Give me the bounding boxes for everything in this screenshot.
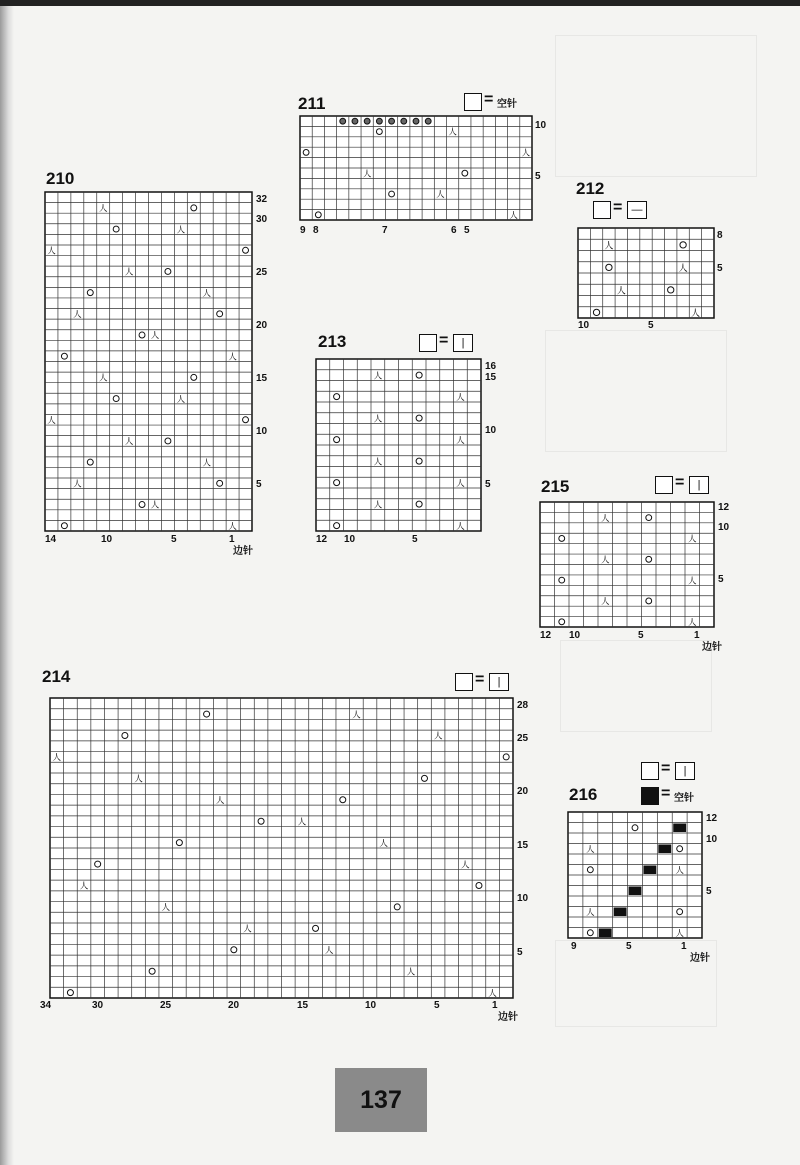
decrease-symbol: 人 xyxy=(509,209,518,220)
col-label: 7 xyxy=(382,225,388,236)
decrease-symbol: 人 xyxy=(488,988,497,999)
row-label: 8 xyxy=(717,230,723,241)
decrease-symbol: 人 xyxy=(616,286,626,297)
col-label: 30 xyxy=(92,1000,104,1011)
decrease-symbol: 人 xyxy=(456,392,465,403)
row-label: 20 xyxy=(517,786,529,797)
row-label: 12 xyxy=(718,502,730,513)
decrease-symbol: 人 xyxy=(150,330,160,341)
decrease-symbol: 人 xyxy=(202,457,211,468)
col-label: 1 xyxy=(229,534,235,545)
decrease-symbol: 人 xyxy=(73,309,82,320)
legend-symbol: | xyxy=(453,334,473,352)
decrease-symbol: 人 xyxy=(134,774,143,785)
decrease-symbol: 人 xyxy=(604,241,614,252)
edge-stitch-label: 边针 xyxy=(498,1012,518,1023)
decrease-symbol: 人 xyxy=(161,903,171,914)
decrease-symbol: 人 xyxy=(243,924,252,935)
legend-equals: = xyxy=(675,474,685,491)
legend-symbol: — xyxy=(627,201,647,219)
decrease-symbol: 人 xyxy=(373,500,383,511)
col-label: 10 xyxy=(578,320,590,331)
col-label: 25 xyxy=(160,1000,172,1011)
row-label: 25 xyxy=(256,267,268,278)
col-label: 5 xyxy=(171,534,177,545)
row-label: 5 xyxy=(485,479,491,490)
decrease-symbol: 人 xyxy=(324,946,334,956)
col-label: 5 xyxy=(648,320,654,331)
edge-stitch-label: 边针 xyxy=(690,953,710,964)
col-label: 8 xyxy=(313,225,319,236)
decrease-symbol: 人 xyxy=(406,967,416,978)
edge-stitch-label: 边针 xyxy=(233,546,253,557)
decrease-symbol: 人 xyxy=(688,575,697,586)
legend-meaning: 空针 xyxy=(674,793,694,804)
decrease-symbol: 人 xyxy=(228,520,237,531)
row-label: 32 xyxy=(256,194,268,205)
decrease-symbol: 人 xyxy=(373,457,383,468)
col-label: 12 xyxy=(316,534,328,545)
row-label: 5 xyxy=(517,947,523,958)
col-label: 5 xyxy=(626,941,632,952)
page-number: 137 xyxy=(335,1068,427,1132)
chart-number: 210 xyxy=(46,169,75,188)
col-label: 5 xyxy=(412,534,418,545)
row-label: 10 xyxy=(718,522,730,533)
col-label: 9 xyxy=(300,225,306,236)
decrease-symbol: 人 xyxy=(456,521,465,532)
row-label: 20 xyxy=(256,320,268,331)
legend-symbol: | xyxy=(675,762,695,780)
row-label: 10 xyxy=(706,834,718,845)
decrease-symbol: 人 xyxy=(690,308,700,319)
col-label: 5 xyxy=(434,1000,440,1011)
decrease-symbol: 人 xyxy=(521,147,531,158)
row-label: 16 xyxy=(485,361,497,372)
no-stitch-cell xyxy=(673,824,686,833)
decrease-symbol: 人 xyxy=(675,864,684,875)
no-stitch-cell xyxy=(629,887,642,896)
col-label: 5 xyxy=(638,630,644,641)
decrease-symbol: 人 xyxy=(436,189,445,200)
chart-number: 212 xyxy=(576,179,605,198)
no-stitch-cell xyxy=(599,929,612,938)
decrease-symbol: 人 xyxy=(202,287,211,298)
col-label: 10 xyxy=(101,534,113,545)
col-label: 15 xyxy=(297,1000,309,1011)
legend-equals: = xyxy=(613,199,623,216)
decrease-symbol: 人 xyxy=(98,372,108,383)
chart-number: 214 xyxy=(42,667,71,686)
decrease-symbol: 人 xyxy=(379,838,388,849)
decrease-symbol: 人 xyxy=(601,512,610,523)
decrease-symbol: 人 xyxy=(448,126,457,137)
legend-equals: = xyxy=(475,671,485,688)
no-stitch-cell xyxy=(614,908,627,917)
no-stitch-cell xyxy=(658,845,671,854)
legend-equals: = xyxy=(439,332,449,349)
chart-number: 211 xyxy=(298,94,326,113)
decrease-symbol: 人 xyxy=(678,263,688,274)
col-label: 1 xyxy=(681,941,687,952)
decrease-symbol: 人 xyxy=(363,168,372,179)
row-label: 25 xyxy=(517,733,529,744)
decrease-symbol: 人 xyxy=(456,478,465,489)
decrease-symbol: 人 xyxy=(601,554,610,565)
decrease-symbol: 人 xyxy=(176,224,186,235)
row-label: 15 xyxy=(485,372,497,383)
row-label: 30 xyxy=(256,214,268,225)
decrease-symbol: 人 xyxy=(675,927,684,938)
row-label: 10 xyxy=(485,425,497,436)
decrease-symbol: 人 xyxy=(461,860,470,871)
decrease-symbol: 人 xyxy=(688,616,697,627)
chart-number: 215 xyxy=(541,477,570,496)
row-label: 10 xyxy=(535,120,547,131)
legend-equals: = xyxy=(484,91,494,108)
row-label: 15 xyxy=(256,373,268,384)
decrease-symbol: 人 xyxy=(176,393,186,404)
decrease-symbol: 人 xyxy=(47,245,56,256)
decrease-symbol: 人 xyxy=(228,351,237,362)
decrease-symbol: 人 xyxy=(373,414,383,425)
row-label: 28 xyxy=(517,700,529,711)
col-label: 34 xyxy=(40,1000,52,1011)
row-label: 5 xyxy=(535,171,541,182)
col-label: 6 xyxy=(451,225,457,236)
col-label: 10 xyxy=(344,534,356,545)
col-label: 1 xyxy=(694,630,700,641)
decrease-symbol: 人 xyxy=(150,499,160,510)
col-label: 5 xyxy=(464,225,470,236)
legend-symbol: | xyxy=(489,673,509,691)
edge-stitch-label: 边针 xyxy=(702,642,722,653)
decrease-symbol: 人 xyxy=(297,817,307,828)
no-stitch-cell xyxy=(643,866,656,875)
row-label: 5 xyxy=(718,574,724,585)
col-label: 1 xyxy=(492,1000,498,1011)
decrease-symbol: 人 xyxy=(124,266,134,277)
row-label: 10 xyxy=(517,893,529,904)
legend-equals: = xyxy=(661,785,671,802)
row-label: 12 xyxy=(706,813,718,824)
decrease-symbol: 人 xyxy=(352,710,361,721)
col-label: 9 xyxy=(571,941,577,952)
chart-number: 216 xyxy=(569,785,598,804)
col-label: 10 xyxy=(569,630,581,641)
decrease-symbol: 人 xyxy=(433,731,443,742)
decrease-symbol: 人 xyxy=(688,533,697,544)
chart-number: 213 xyxy=(318,332,347,351)
decrease-symbol: 人 xyxy=(124,436,134,447)
row-label: 5 xyxy=(256,479,262,490)
decrease-symbol: 人 xyxy=(215,796,225,806)
decrease-symbol: 人 xyxy=(52,753,62,764)
decrease-symbol: 人 xyxy=(47,414,56,425)
decrease-symbol: 人 xyxy=(73,478,82,489)
row-label: 15 xyxy=(517,840,529,851)
decrease-symbol: 人 xyxy=(456,435,465,446)
decrease-symbol: 人 xyxy=(373,371,383,382)
decrease-symbol: 人 xyxy=(586,906,595,917)
row-label: 5 xyxy=(706,886,712,897)
decrease-symbol: 人 xyxy=(586,843,595,854)
row-label: 10 xyxy=(256,426,268,437)
decrease-symbol: 人 xyxy=(79,881,89,892)
decrease-symbol: 人 xyxy=(98,203,108,214)
legend-symbol: | xyxy=(689,476,709,494)
legend-meaning: 空针 xyxy=(497,99,517,110)
legend-equals: = xyxy=(661,760,671,777)
col-label: 12 xyxy=(540,630,552,641)
row-label: 5 xyxy=(717,263,723,274)
col-label: 20 xyxy=(228,1000,240,1011)
decrease-symbol: 人 xyxy=(601,596,610,607)
col-label: 10 xyxy=(365,1000,377,1011)
col-label: 14 xyxy=(45,534,57,545)
